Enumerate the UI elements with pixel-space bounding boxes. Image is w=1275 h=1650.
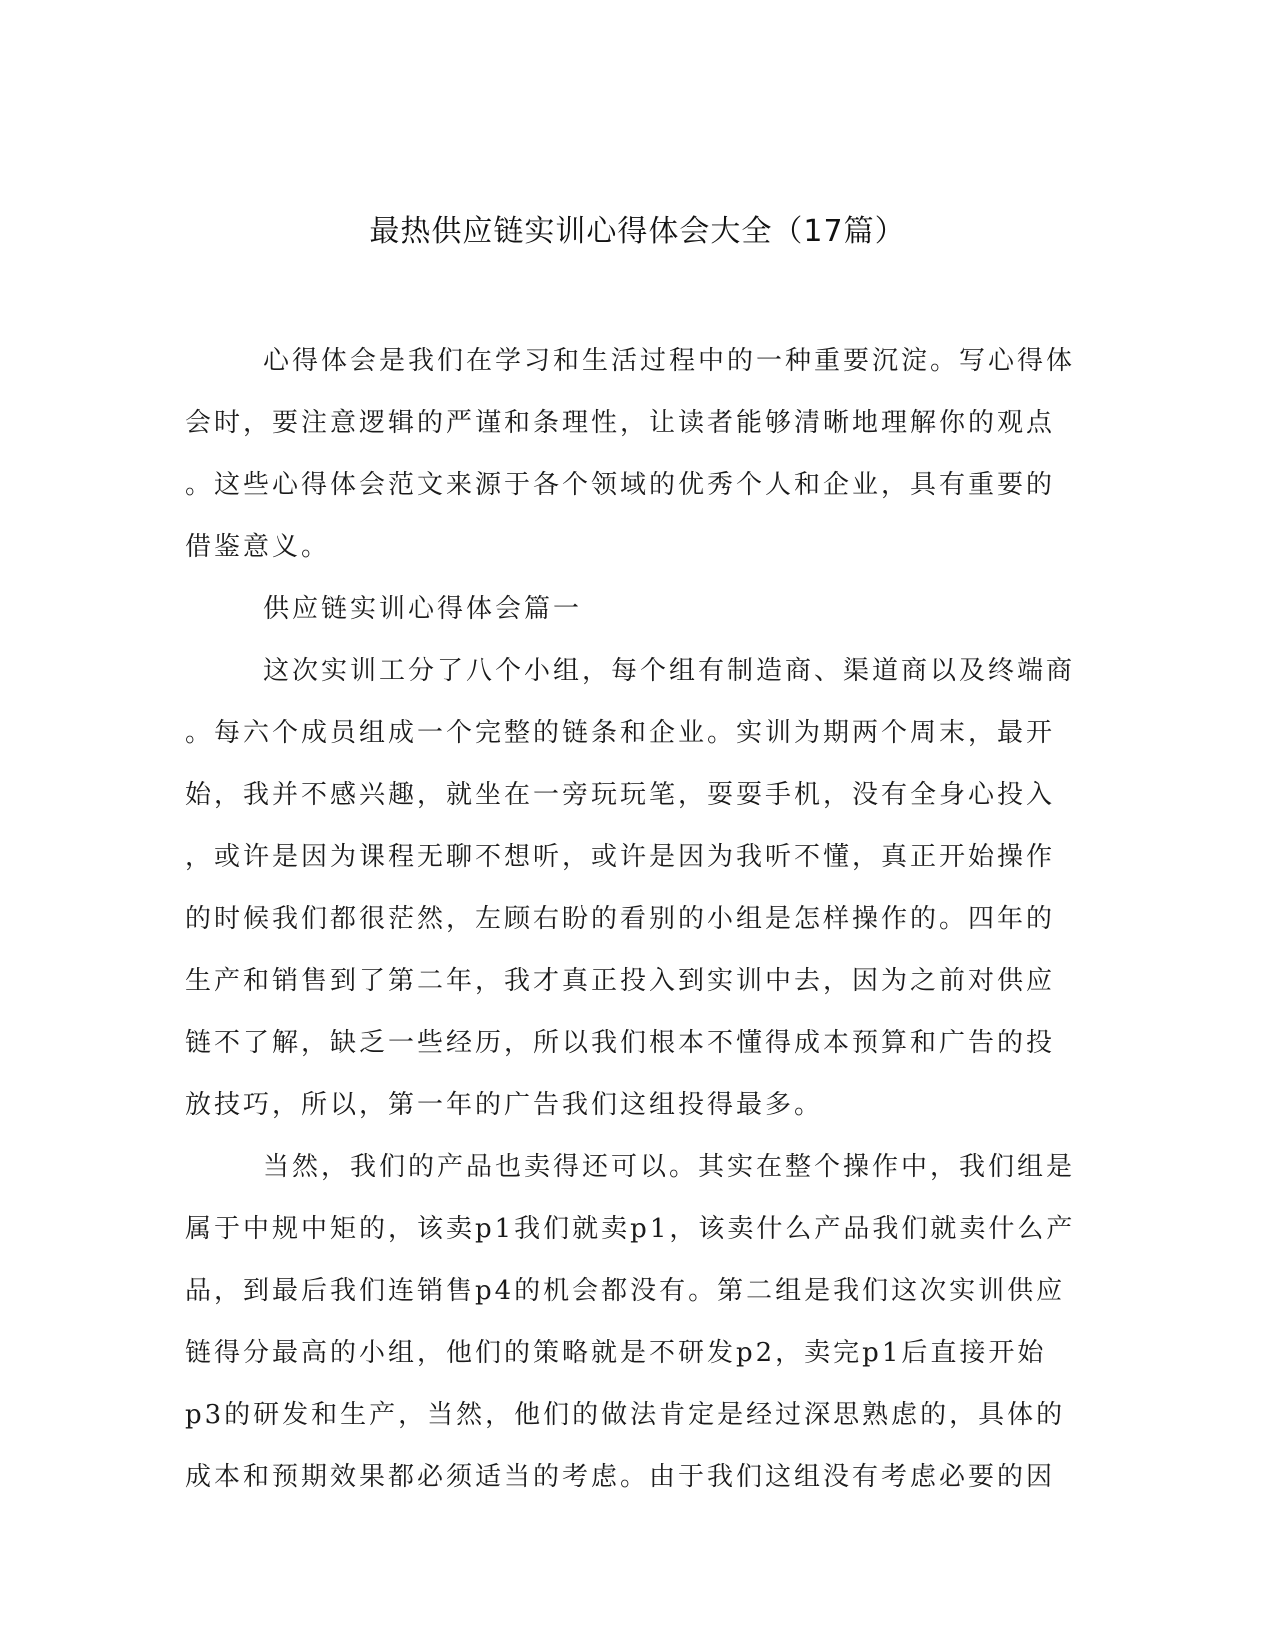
- body-line: 链不了解，缺乏一些经历，所以我们根本不懂得成本预算和广告的投: [185, 1028, 1056, 1058]
- body-line: 属于中规中矩的，该卖p1我们就卖p1，该卖什么产品我们就卖什么产: [185, 1214, 1075, 1244]
- document-title: 最热供应链实训心得体会大全（17篇）: [369, 214, 906, 249]
- body-line: 。每六个成员组成一个完整的链条和企业。实训为期两个周末，最开: [185, 718, 1056, 748]
- body-line: 始，我并不感兴趣，就坐在一旁玩玩笔，耍耍手机，没有全身心投入: [185, 780, 1056, 810]
- body-line: 心得体会是我们在学习和生活过程中的一种重要沉淀。写心得体: [263, 346, 1075, 376]
- body-line: 品，到最后我们连销售p4的机会都没有。第二组是我们这次实训供应: [185, 1276, 1066, 1306]
- body-line: 这次实训工分了八个小组，每个组有制造商、渠道商以及终端商: [263, 656, 1075, 686]
- body-line: ，或许是因为课程无聊不想听，或许是因为我听不懂，真正开始操作: [185, 842, 1056, 872]
- body-line: 生产和销售到了第二年，我才真正投入到实训中去，因为之前对供应: [185, 966, 1056, 996]
- body-line: p3的研发和生产，当然，他们的做法肯定是经过深思熟虑的，具体的: [185, 1400, 1066, 1430]
- body-line: 当然，我们的产品也卖得还可以。其实在整个操作中，我们组是: [263, 1152, 1075, 1182]
- body-line: 借鉴意义。: [185, 532, 331, 562]
- body-line: 的时候我们都很茫然，左顾右盼的看别的小组是怎样操作的。四年的: [185, 904, 1056, 934]
- body-line: 成本和预期效果都必须适当的考虑。由于我们这组没有考虑必要的因: [185, 1462, 1056, 1492]
- body-line: 会时，要注意逻辑的严谨和条理性，让读者能够清晰地理解你的观点: [185, 408, 1056, 438]
- body-line: 放技巧，所以，第一年的广告我们这组投得最多。: [185, 1090, 824, 1120]
- section-heading: 供应链实训心得体会篇一: [263, 594, 583, 624]
- body-line: 链得分最高的小组，他们的策略就是不研发p2，卖完p1后直接开始: [185, 1338, 1047, 1368]
- document-body: [185, 330, 1075, 1508]
- body-line: 。这些心得体会范文来源于各个领域的优秀个人和企业，具有重要的: [185, 470, 1056, 500]
